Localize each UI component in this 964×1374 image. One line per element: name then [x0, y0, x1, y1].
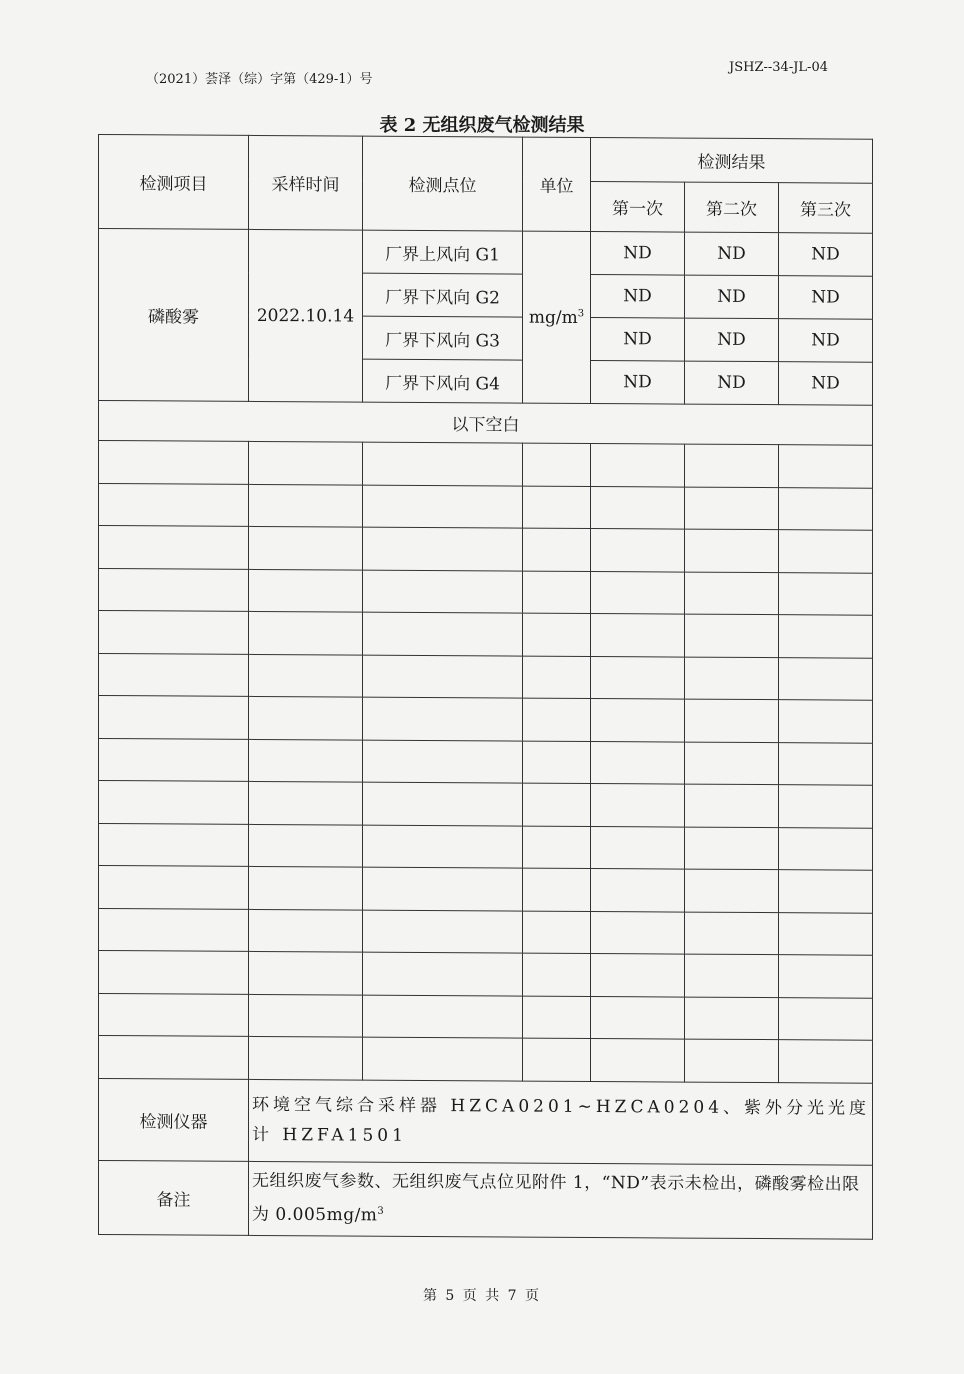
unit-text: mg/m — [528, 307, 578, 328]
instrument-text: 环境空气综合采样器 HZCA0201~HZCA0204、紫外分光光度计 HZFA1501 — [249, 1079, 873, 1165]
result-cell: ND — [591, 275, 685, 319]
result-cell: ND — [779, 319, 873, 363]
instrument-label: 检测仪器 — [99, 1078, 249, 1161]
blank-note: 以下空白 — [99, 401, 873, 446]
blank-row — [99, 866, 873, 913]
unit-cell — [523, 231, 591, 403]
blank-row — [99, 526, 873, 573]
header-second: 第二次 — [685, 182, 779, 233]
result-cell: ND — [685, 361, 779, 405]
result-cell: ND — [591, 318, 685, 362]
blank-row — [99, 611, 873, 658]
result-cell: ND — [779, 233, 873, 277]
results-table — [98, 134, 873, 1239]
blank-row — [99, 483, 873, 530]
point-g1: 厂界上风向 G1 — [363, 230, 523, 274]
remark-text: 无组织废气参数、无组织废气点位见附件 1，“ND”表示未检出，磷酸雾检出限为 0.005mg/m — [252, 1171, 860, 1226]
sampling-date: 2022.10.14 — [249, 229, 363, 402]
result-cell: ND — [685, 318, 779, 362]
unit-superscript: 3 — [577, 307, 585, 319]
result-cell: ND — [591, 232, 685, 276]
point-g2: 厂界下风向 G2 — [363, 273, 523, 317]
page-footer: 第 5 页 共 7 页 — [422, 1288, 542, 1304]
header-third: 第三次 — [779, 183, 873, 234]
blank-row — [99, 1036, 873, 1083]
point-g4: 厂界下风向 G4 — [363, 359, 523, 403]
remark-label: 备注 — [99, 1160, 249, 1235]
blank-row — [99, 568, 873, 615]
form-code: JSHZ--34-JL-04 — [729, 60, 828, 75]
remark-cell — [249, 1161, 873, 1239]
header-first: 第一次 — [591, 182, 685, 233]
document-number: （2021）荟泽（综）字第（429-1）号 — [146, 72, 373, 87]
blank-row — [99, 441, 873, 488]
blank-row — [99, 993, 873, 1040]
header-point: 检测点位 — [363, 136, 523, 231]
result-cell: ND — [779, 362, 873, 406]
point-g3: 厂界下风向 G3 — [363, 316, 523, 360]
result-cell: ND — [779, 276, 873, 320]
header-item: 检测项目 — [99, 135, 249, 230]
header-unit: 单位 — [523, 137, 591, 231]
remark-superscript: 3 — [377, 1205, 385, 1217]
blank-row — [99, 738, 873, 785]
header-sampling-time: 采样时间 — [249, 135, 363, 230]
blank-row — [99, 823, 873, 870]
result-cell: ND — [685, 275, 779, 319]
item-name: 磷酸雾 — [99, 229, 249, 402]
header-result: 检测结果 — [591, 138, 873, 184]
result-cell: ND — [685, 232, 779, 276]
blank-row — [99, 653, 873, 700]
blank-row — [99, 781, 873, 828]
blank-row — [99, 951, 873, 998]
result-cell: ND — [591, 361, 685, 405]
blank-row — [99, 908, 873, 955]
table-title: 表 2 无组织废气检测结果 — [379, 115, 585, 136]
blank-row — [99, 696, 873, 743]
